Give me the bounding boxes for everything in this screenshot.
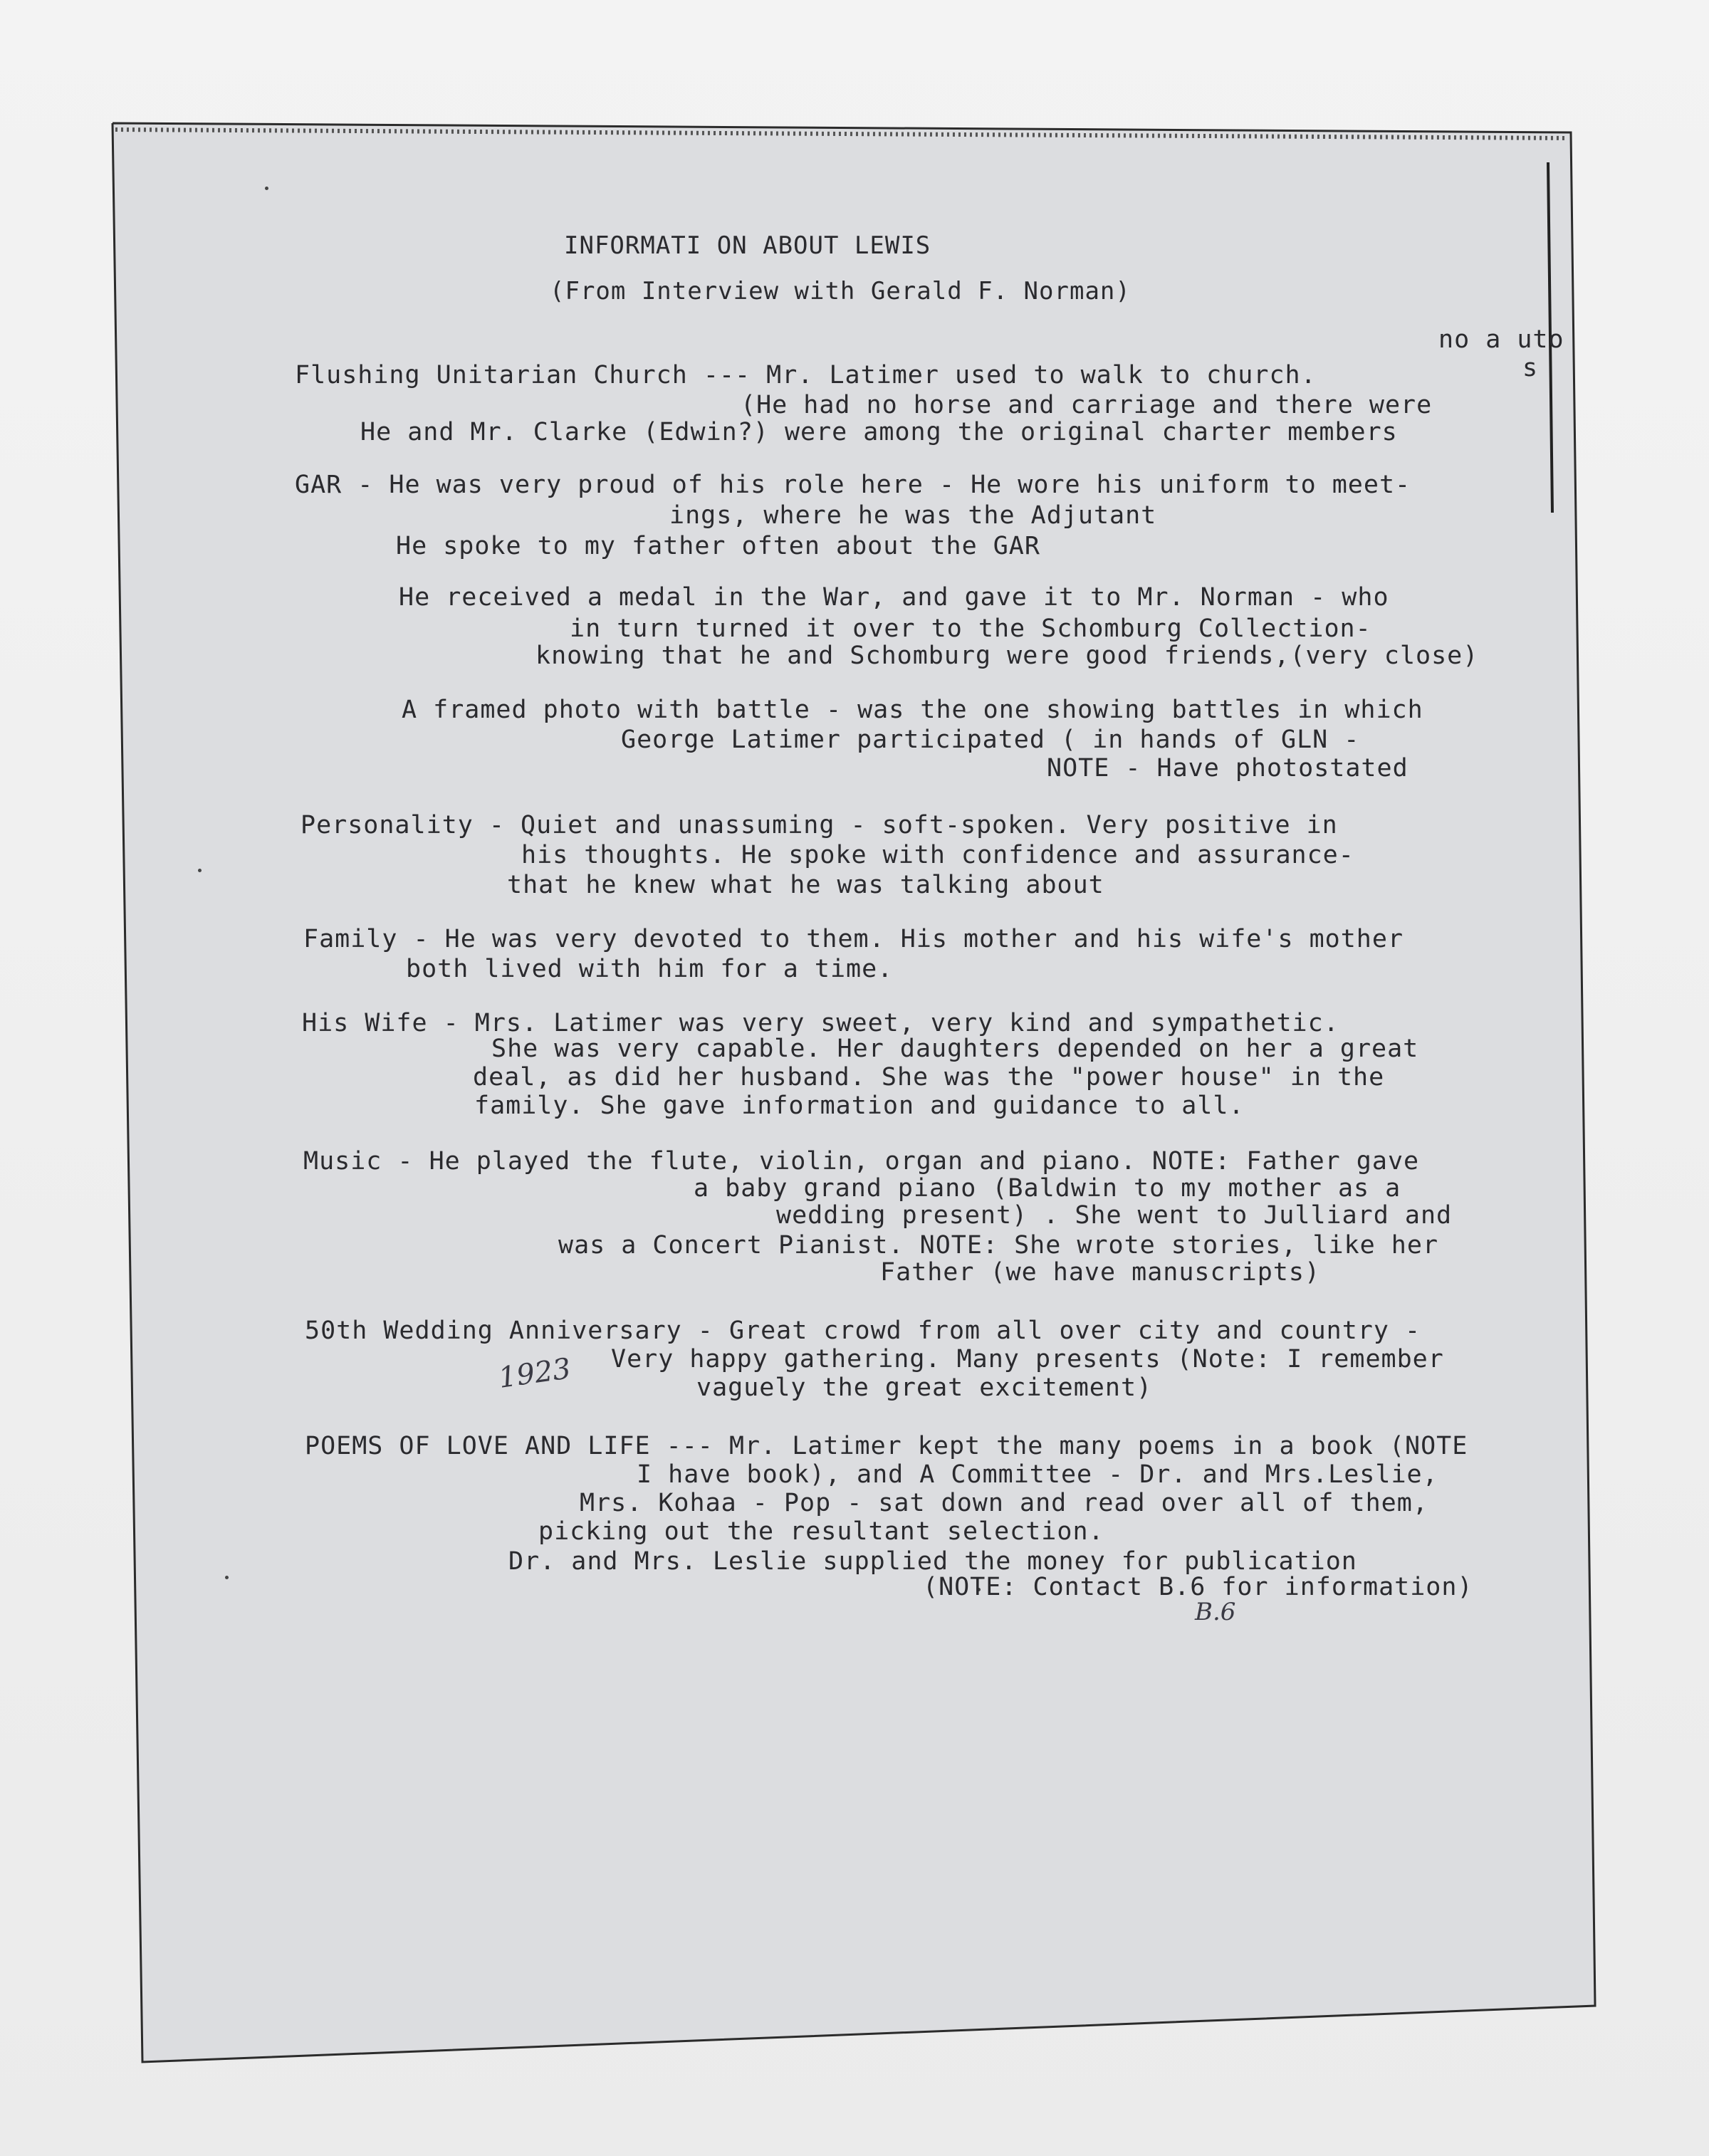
margin-note: s	[1522, 354, 1539, 382]
text-line: was a Concert Pianist. NOTE: She wrote stories, like her	[558, 1231, 1439, 1260]
text-line: vaguely the great excitement)	[696, 1373, 1153, 1402]
text-line: A framed photo with battle - was the one showing battles in which	[402, 696, 1423, 724]
text-line: in turn turned it over to the Schomburg Collection-	[570, 614, 1371, 643]
text-line: a baby grand piano (Baldwin to my mother as a	[694, 1174, 1401, 1203]
text-line: (NOTE: Contact B.6 for information)	[923, 1573, 1473, 1601]
margin-note: no a uto	[1438, 325, 1564, 354]
text-line: deal, as did her husband. She was the "power house" in the	[473, 1063, 1385, 1092]
text-line: family. She gave information and guidance to all.	[474, 1092, 1245, 1120]
handwritten-year: 1923	[496, 1352, 573, 1395]
text-line: that he knew what he was talking about	[507, 871, 1104, 899]
text-line: Mrs. Kohaa - Pop - sat down and read over all of them,	[580, 1489, 1428, 1517]
text-line: Music - He played the flute, violin, organ and piano. NOTE: Father gave	[303, 1147, 1420, 1176]
text-line: Very happy gathering. Many presents (Note: I remember	[611, 1345, 1444, 1373]
document-subtitle: (From Interview with Gerald F. Norman)	[550, 277, 1131, 305]
text-line: He spoke to my father often about the GAR	[396, 532, 1040, 560]
text-line: GAR - He was very proud of his role here - He wore his uniform to meet-	[295, 471, 1411, 499]
text-line: Personality - Quiet and unassuming - soft-spoken. Very positive in	[300, 811, 1338, 839]
document-title: INFORMATI ON ABOUT LEWIS	[564, 231, 931, 260]
paper-speck	[265, 187, 268, 190]
text-line: 50th Wedding Anniversary - Great crowd from all over city and country -	[305, 1317, 1421, 1345]
paper-speck	[225, 1576, 229, 1579]
text-line: He received a medal in the War, and gave it to Mr. Norman - who	[399, 583, 1389, 612]
text-line: his thoughts. He spoke with confidence and assurance-	[521, 841, 1354, 869]
text-line: knowing that he and Schomburg were good friends,(very close)	[535, 642, 1479, 670]
handwritten-initials: B.6	[1195, 1598, 1236, 1626]
text-line: Dr. and Mrs. Leslie supplied the money for publication	[508, 1547, 1357, 1576]
text-line: Family - He was very devoted to them. His mother and his wife's mother	[303, 925, 1404, 953]
paper-speck	[198, 869, 202, 872]
text-line: George Latimer participated ( in hands of GLN -	[621, 726, 1360, 754]
text-line: (He had no horse and carriage and there were	[741, 391, 1433, 419]
text-line: Father (we have manuscripts)	[880, 1258, 1321, 1287]
text-line: picking out the resultant selection.	[538, 1517, 1104, 1546]
text-line: His Wife - Mrs. Latimer was very sweet, very kind and sympathetic.	[302, 1009, 1339, 1037]
text-line: She was very capable. Her daughters depended on her a great	[491, 1035, 1419, 1063]
text-line: ings, where he was the Adjutant	[669, 501, 1157, 530]
text-line: Flushing Unitarian Church --- Mr. Latimer used to walk to church.	[295, 361, 1317, 389]
text-line: NOTE - Have photostated	[1047, 754, 1409, 783]
text-line: wedding present) . She went to Julliard and	[776, 1201, 1453, 1230]
text-line: I have book), and A Committee - Dr. and Mrs.Leslie,	[637, 1460, 1438, 1489]
text-line: both lived with him for a time.	[406, 955, 894, 983]
text-line: POEMS OF LOVE AND LIFE --- Mr. Latimer kept the many poems in a book (NOTE	[305, 1432, 1468, 1460]
text-line: He and Mr. Clarke (Edwin?) were among the original charter members	[360, 418, 1398, 446]
